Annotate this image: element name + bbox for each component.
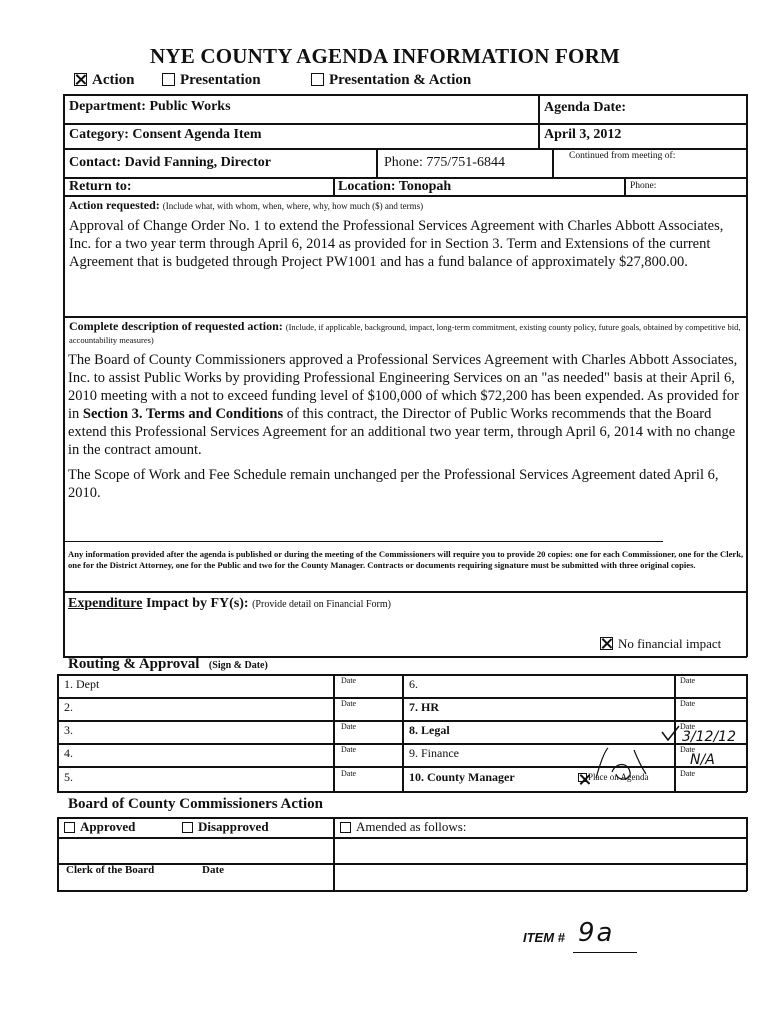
finance-signature-date: N/A (690, 752, 715, 768)
clerk-date-label: Date (202, 864, 224, 876)
routing-row-2-label: 2. (64, 700, 73, 714)
item-number: 9a (578, 918, 615, 948)
routing-date-label: Date (680, 676, 696, 685)
routing-date-label: Date (341, 769, 357, 778)
type-option-presentation-action[interactable]: Presentation & Action (311, 72, 471, 89)
checkbox-icon[interactable] (64, 822, 75, 833)
routing-row-4-label: 4. (64, 746, 73, 760)
agenda-date-label: Agenda Date: (544, 100, 627, 115)
board-amended[interactable]: Amended as follows: (340, 819, 466, 835)
routing-date-label: Date (680, 722, 696, 731)
routing-date-label: Date (341, 676, 357, 685)
routing-row-5-label: 5. (64, 770, 73, 784)
expenditure-header: Expenditure Impact by FY(s): (Provide detail on Financial Form) (68, 596, 391, 611)
description-paragraph-2: The Scope of Work and Fee Schedule remain unchanged per the Professional Services Agreement dated April 6, 2010. (68, 467, 719, 501)
category: Category: Consent Agenda Item (69, 127, 262, 142)
routing-row-7-label: 7. HR (409, 700, 439, 714)
department: Department: Public Works (69, 99, 231, 114)
checkbox-icon[interactable] (182, 822, 193, 833)
board-approved[interactable]: Approved (64, 819, 135, 835)
no-financial-impact[interactable]: No financial impact (600, 636, 721, 652)
form-title: NYE COUNTY AGENDA INFORMATION FORM (150, 44, 620, 68)
legal-signature-date: 3/12/12 (682, 729, 736, 745)
checkbox-icon[interactable] (311, 73, 324, 86)
return-to: Return to: (69, 179, 132, 194)
routing-date-label: Date (341, 699, 357, 708)
routing-row-6-label: 6. (409, 677, 418, 691)
checkbox-checked-icon[interactable] (600, 637, 613, 650)
checkbox-checked-icon[interactable] (578, 773, 587, 782)
checkbox-checked-icon[interactable] (74, 73, 87, 86)
routing-row-3-label: 3. (64, 723, 73, 737)
routing-date-label: Date (341, 745, 357, 754)
agenda-date-value: April 3, 2012 (544, 127, 622, 142)
checkbox-icon[interactable] (340, 822, 351, 833)
copies-notice: Any information provided after the agenda is published or during the meeting of the Commissioners will require you to provide 20 copies: one for each Commissioner, one for the Clerk, one for the District Attorney, one for the Public and two for the County Manager. Contracts or documents requiring signature must be submitted with three original copies. (68, 549, 744, 570)
clerk-of-board-label: Clerk of the Board (66, 864, 155, 876)
checkbox-icon[interactable] (162, 73, 175, 86)
description-paragraph-1: The Board of County Commissioners approved a Professional Services Agreement with Charles Abbott Associates, Inc. to assist Public Works by providing Professional Engineering Services on an "as needed" basis at their April 6, 2010 meeting with a not to exceed funding level of $100,000 of which $72,200 has been expended. As provided for in Section 3. Terms and Conditions of this contract, the Director of Public Works recommends that the Board extend this Professional Services Agreement for an additional two year term, through April 6, 2014 with no change in the contract amount. (68, 352, 739, 458)
phone-label: Phone: (630, 181, 657, 191)
board-disapproved[interactable]: Disapproved (182, 819, 269, 835)
phone: Phone: 775/751-6844 (384, 155, 505, 170)
place-on-agenda[interactable]: Place on Agenda (578, 772, 648, 782)
routing-row-10-label: 10. County Manager (409, 770, 515, 784)
board-action-header: Board of County Commissioners Action (68, 796, 324, 812)
routing-row-8-label: 8. Legal (409, 723, 450, 737)
type-option-action[interactable]: Action (74, 72, 135, 89)
checkmark-icon (660, 724, 682, 744)
routing-row-9-label: 9. Finance (409, 746, 459, 760)
routing-date-label: Date (680, 769, 696, 778)
routing-row-1-label: 1. Dept (64, 677, 100, 691)
routing-date-label: Date (680, 745, 696, 754)
type-option-presentation[interactable]: Presentation (162, 72, 261, 89)
contact: Contact: David Fanning, Director (69, 155, 271, 170)
action-requested-header: Action requested: (Include what, with whom, when, where, why, how much ($) and terms) (69, 198, 424, 212)
signature-icon (588, 744, 658, 784)
location: Location: Tonopah (338, 179, 452, 194)
continued-from-label: Continued from meeting of: (569, 151, 676, 161)
routing-header: Routing & Approval (Sign & Date) (68, 656, 268, 672)
routing-date-label: Date (341, 722, 357, 731)
description-header: Complete description of requested action: (Include, if applicable, background, impact, long-term commitment, existing county policy, future goals, obtained by competitive bid, accountability measures) (69, 319, 741, 345)
item-label: ITEM # (523, 930, 565, 945)
action-requested-text: Approval of Change Order No. 1 to extend the Professional Services Agreement with Charles Abbott Associates, Inc. for a two year term through April 6, 2014 as provided for in Section 3. Term and Extensions of the current Agreement that is budgeted through Project PW1001 and has a fund balance of approximately $27,800.00. (69, 218, 724, 270)
routing-date-label: Date (680, 699, 696, 708)
